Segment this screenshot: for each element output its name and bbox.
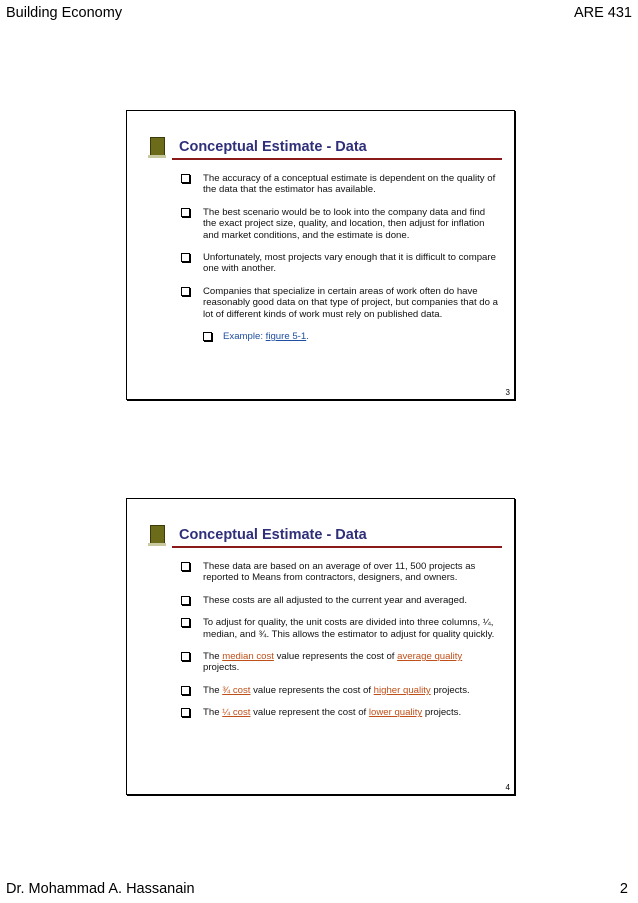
document-footer-author: Dr. Mohammad A. Hassanain	[6, 881, 195, 897]
slide-page-number: 3	[505, 388, 510, 397]
checkbox-bullet-icon	[181, 208, 190, 217]
list-item: To adjust for quality, the unit costs are divided into three columns, ¼, median, and ¾. This allows the estimator to adjust for quality quickly.	[179, 617, 499, 640]
list-item: Companies that specialize in certain areas of work often do have reasonably good data on that type of project, but companies that do a lot of different kinds of work must rely on published data.	[179, 286, 499, 320]
checkbox-bullet-icon	[181, 287, 190, 296]
highlighted-term: ¼ cost	[222, 707, 251, 719]
highlighted-term: higher quality	[373, 684, 431, 696]
checkbox-bullet-icon	[181, 708, 190, 717]
list-item: The best scenario would be to look into the company data and find the exact project size, quality, and location, then adjust for inflation and market conditions, and the estimate is done.	[179, 207, 499, 241]
checkbox-bullet-icon	[181, 596, 190, 605]
slide-title: Conceptual Estimate - Data	[179, 139, 367, 155]
document-header-course: ARE 431	[573, 5, 632, 21]
highlighted-term: average quality	[397, 651, 463, 663]
checkbox-bullet-icon	[203, 332, 212, 341]
highlighted-term: lower quality	[368, 707, 423, 719]
checkbox-bullet-icon	[181, 652, 190, 661]
document-page-number: 2	[619, 881, 628, 897]
list-item: Unfortunately, most projects vary enough that it is difficult to compare one with another.	[179, 252, 499, 275]
list-item: These costs are all adjusted to the current year and averaged.	[179, 595, 499, 606]
checkbox-bullet-icon	[181, 174, 190, 183]
checkbox-bullet-icon	[181, 618, 190, 627]
slide-title: Conceptual Estimate - Data	[179, 527, 367, 543]
highlighted-term: median cost	[222, 651, 274, 663]
list-item: These data are based on an average of over 11, 500 projects as reported to Means from contractors, designers, and owners.	[179, 561, 499, 584]
bullet-list	[179, 173, 499, 353]
bullet-list	[179, 561, 499, 730]
title-divider	[172, 546, 502, 548]
document-header-title: Building Economy	[6, 5, 123, 21]
slide-page-number: 4	[505, 783, 510, 792]
checkbox-bullet-icon	[181, 562, 190, 571]
sub-list-item: Example: figure 5-1.	[201, 331, 499, 342]
list-item: The accuracy of a conceptual estimate is dependent on the quality of the data that the estimator has available.	[179, 173, 499, 196]
list-item: The median cost value represents the cost of average quality projects.	[179, 651, 499, 674]
checkbox-bullet-icon	[181, 686, 190, 695]
slide-4	[126, 498, 515, 795]
list-item: The ¼ cost value represent the cost of lower quality projects.	[179, 707, 499, 718]
logo-icon	[150, 525, 165, 545]
checkbox-bullet-icon	[181, 253, 190, 262]
highlighted-term: ¾ cost	[222, 684, 251, 696]
slide-3	[126, 110, 515, 400]
figure-link[interactable]: figure 5-1	[265, 331, 307, 343]
title-divider	[172, 158, 502, 160]
logo-icon	[150, 137, 165, 157]
list-item: The ¾ cost value represents the cost of higher quality projects.	[179, 685, 499, 696]
